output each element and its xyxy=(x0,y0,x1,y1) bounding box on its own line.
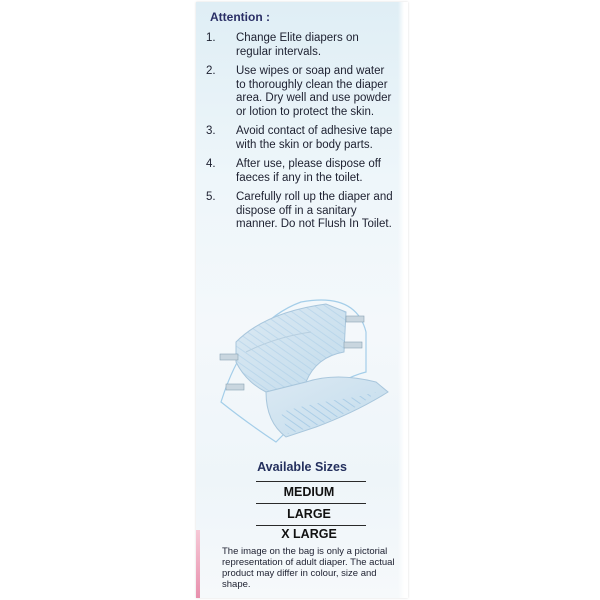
instruction-item xyxy=(206,125,396,152)
pink-strip xyxy=(196,530,200,598)
available-sizes-heading: Available Sizes xyxy=(257,460,347,474)
pack-edge-highlight xyxy=(398,2,408,598)
instruction-text: After use, please dispose off faeces if any in the toilet. xyxy=(236,158,381,184)
instruction-text: Use wipes or soap and water to thoroughly clean the diaper area. Dry well and use powder or lotion to protect the skin. xyxy=(236,65,392,118)
instruction-item xyxy=(206,191,396,232)
diaper-illustration xyxy=(206,292,401,452)
instruction-number: 1. xyxy=(206,32,216,44)
instruction-item xyxy=(206,158,396,185)
instruction-text: Avoid contact of adhesive tape with the skin or body parts. xyxy=(236,125,393,151)
diaper-pack-back-panel xyxy=(196,2,408,598)
instruction-number: 4. xyxy=(206,158,216,170)
instruction-number: 5. xyxy=(206,191,216,203)
instruction-number: 2. xyxy=(206,65,216,77)
instruction-item xyxy=(206,32,396,59)
size-medium: MEDIUM xyxy=(283,485,335,499)
size-x-large: X LARGE xyxy=(281,527,337,541)
disclaimer-text: The image on the bag is only a pictorial representation of adult diaper. The actual product may differ in colour, size and shape. xyxy=(222,546,395,590)
instruction-text: Change Elite diapers on regular intervals. xyxy=(236,32,359,58)
size-large: LARGE xyxy=(287,507,331,521)
instruction-text: Carefully roll up the diaper and dispose off in a sanitary manner. Do not Flush In Toilet. xyxy=(236,191,393,230)
attention-heading: Attention : xyxy=(210,10,270,24)
instruction-list xyxy=(206,32,396,238)
instruction-number: 3. xyxy=(206,125,216,137)
instruction-item xyxy=(206,65,396,119)
